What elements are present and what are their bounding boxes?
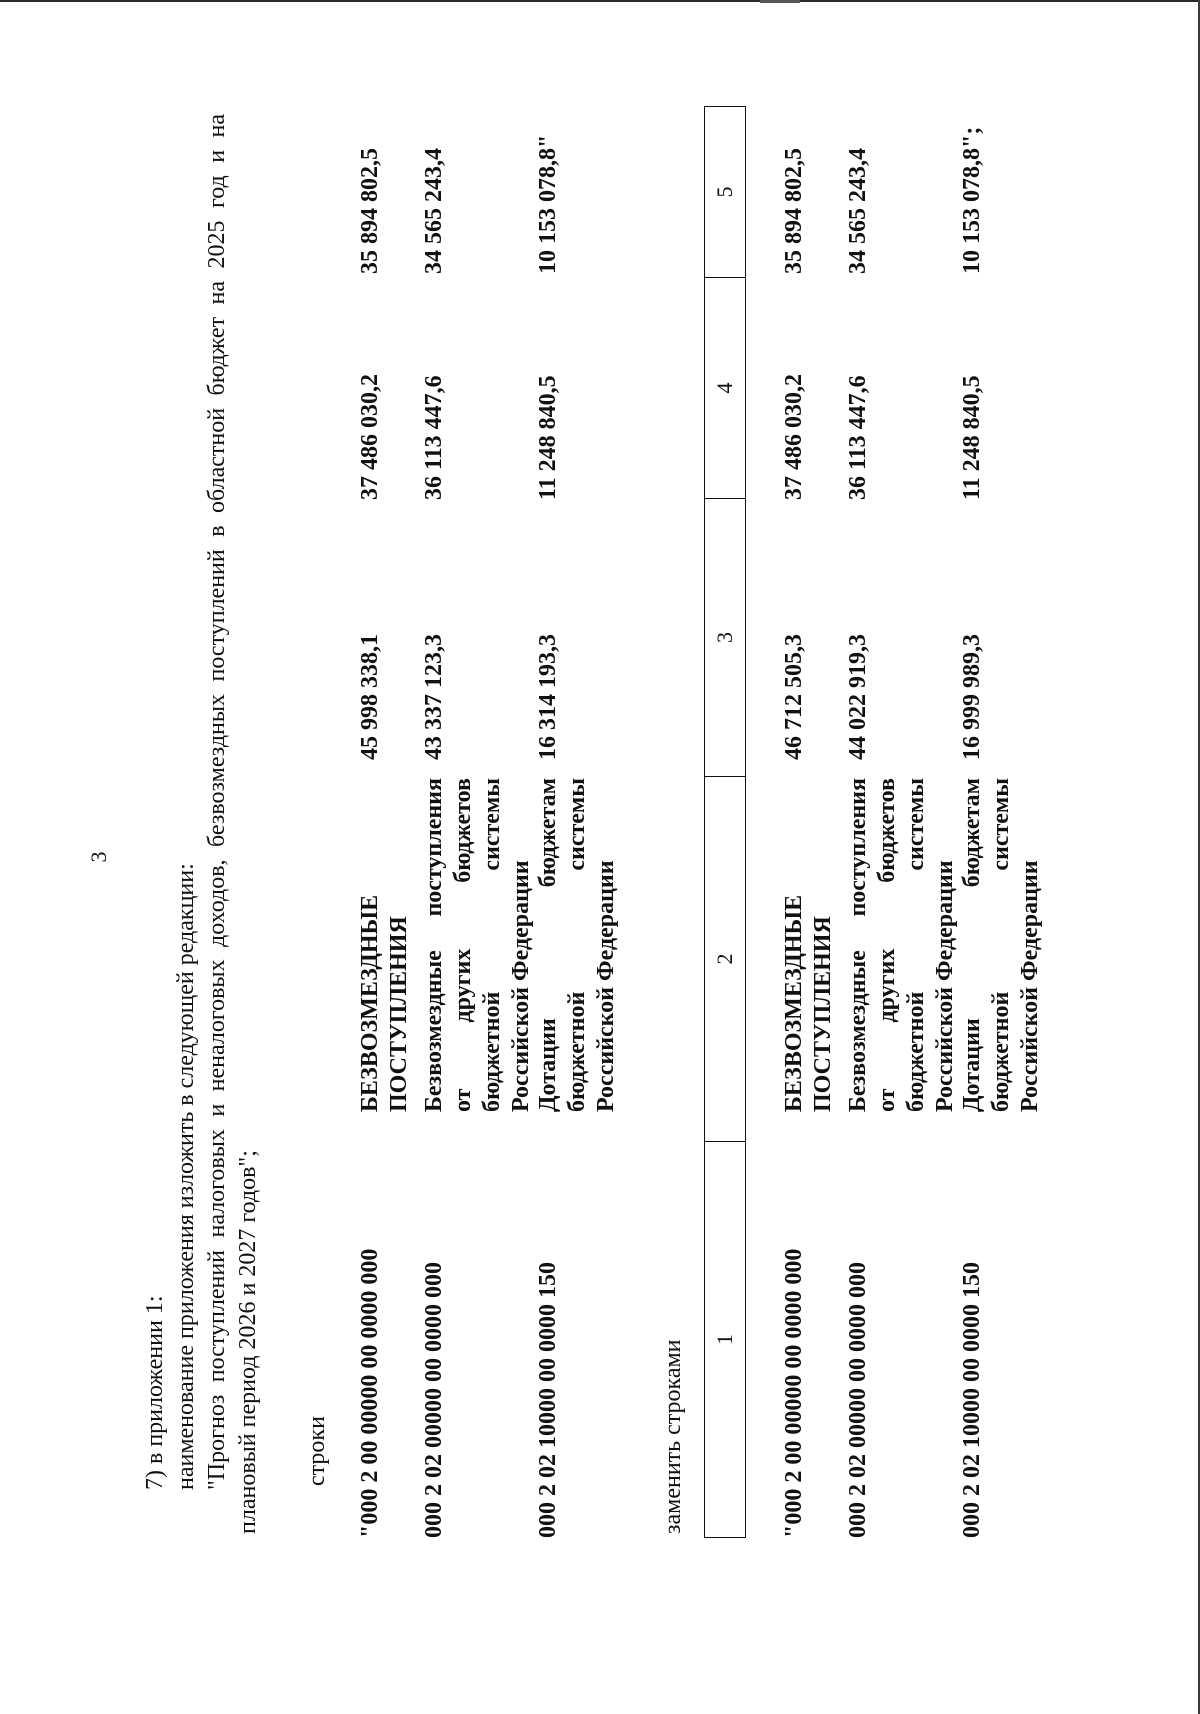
header-cell: 2 <box>705 776 745 1141</box>
row-value-2025: 16 314 193,3 <box>535 634 561 760</box>
intro-item: 7) в приложении 1: <box>142 1295 168 1490</box>
page-number: 3 <box>86 851 111 863</box>
row-value-2027: 10 153 078,8"; <box>959 126 985 274</box>
old-row <box>356 98 420 1538</box>
new-row <box>844 98 958 1538</box>
row-value-2027: 34 565 243,4 <box>421 148 447 274</box>
new-row <box>958 98 1048 1538</box>
header-cell: 3 <box>705 498 745 776</box>
row-code: 000 2 02 10000 00 0000 150 <box>535 1262 561 1538</box>
old-row <box>420 98 534 1538</box>
row-value-2025: 45 998 338,1 <box>357 634 383 760</box>
row-code: 000 2 02 00000 00 0000 000 <box>421 1262 447 1538</box>
row-value-2026: 37 486 030,2 <box>781 374 807 500</box>
header-cell: 1 <box>705 1141 745 1537</box>
row-code: 000 2 02 10000 00 0000 150 <box>959 1262 985 1538</box>
row-code: "000 2 00 00000 00 0000 000 <box>781 1248 807 1538</box>
row-value-2026: 36 113 447,6 <box>845 375 871 500</box>
row-name: Дотации бюджетам бюджетной системы Российской Федерации <box>959 778 1043 1112</box>
row-value-2026: 37 486 030,2 <box>357 374 383 500</box>
new-rows <box>780 98 1048 1538</box>
row-value-2027: 35 894 802,5 <box>781 148 807 274</box>
intro-text <box>140 114 264 1534</box>
row-name: БЕЗВОЗМЕЗДНЫЕ ПОСТУПЛЕНИЯ <box>781 894 836 1112</box>
label-rows: строки <box>304 1416 330 1486</box>
row-name: Безвозмездные поступления от других бюджетов бюджетной системы Российской Федерации <box>845 778 958 1112</box>
row-name: БЕЗВОЗМЕЗДНЫЕ ПОСТУПЛЕНИЯ <box>357 894 412 1112</box>
header-cell: 4 <box>705 277 745 498</box>
row-value-2027: 10 153 078,8" <box>535 134 561 274</box>
row-value-2025: 43 337 123,3 <box>421 634 447 760</box>
row-value-2027: 34 565 243,4 <box>845 148 871 274</box>
new-row <box>780 98 844 1538</box>
row-value-2026: 36 113 447,6 <box>421 375 447 500</box>
row-name: Безвозмездные поступления от других бюджетов бюджетной системы Российской Федерации <box>421 778 534 1112</box>
label-replace-with: заменить строками <box>660 1339 686 1534</box>
row-value-2025: 44 022 919,3 <box>845 634 871 760</box>
row-code: "000 2 00 00000 00 0000 000 <box>357 1248 383 1538</box>
row-name: Дотации бюджетам бюджетной системы Российской Федерации <box>535 778 619 1112</box>
header-cell: 5 <box>712 186 737 198</box>
old-row <box>534 98 624 1538</box>
row-value-2026: 11 248 840,5 <box>535 375 561 500</box>
intro-line2: наименование приложения изложить в следующей редакции: <box>173 863 199 1490</box>
row-code: 000 2 02 00000 00 0000 000 <box>845 1262 871 1538</box>
row-value-2026: 11 248 840,5 <box>959 375 985 500</box>
old-rows <box>356 98 624 1538</box>
row-value-2027: 35 894 802,5 <box>357 148 383 274</box>
appendix-title: "Прогноз поступлений налоговых и неналоговых доходов, безвозмездных поступлений в областной бюджет на 2025 год и на плановый период 2026 и 2027 годов"; <box>204 114 261 1534</box>
column-header-row <box>704 106 746 1538</box>
row-value-2025: 46 712 505,3 <box>781 634 807 760</box>
row-value-2025: 16 999 989,3 <box>959 634 985 760</box>
